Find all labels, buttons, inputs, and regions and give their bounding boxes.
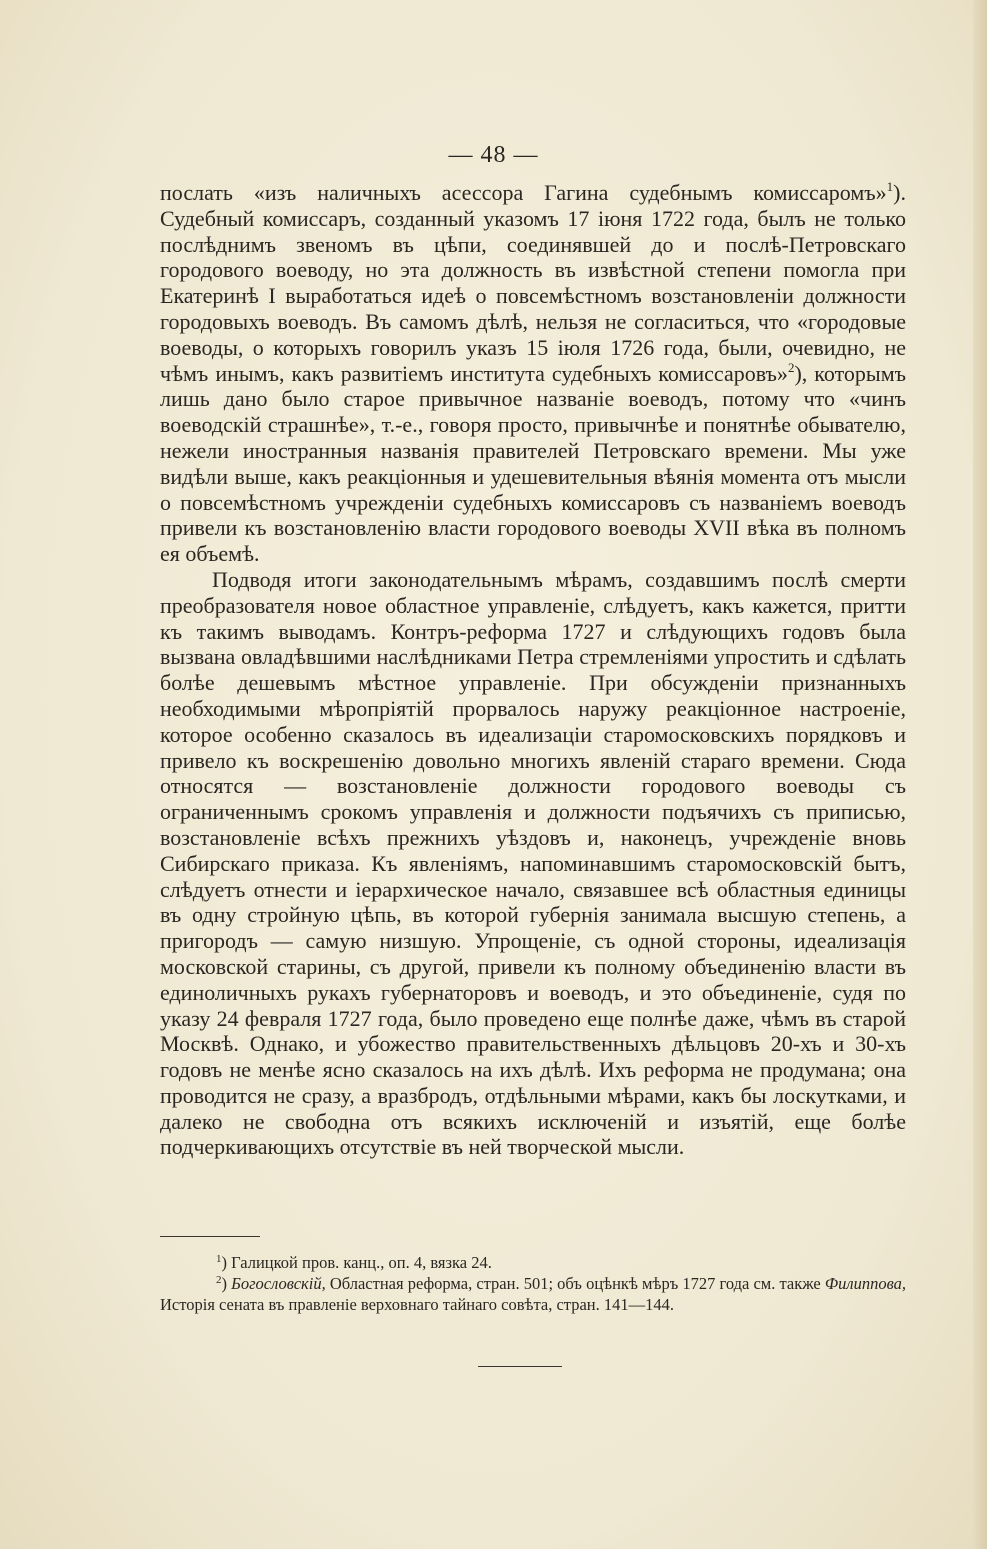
footnote-1: $^1$) Галицкой пров. канц., оп. 4, вязка 24.	[216, 1253, 492, 1272]
page-number: — 48 —	[448, 142, 539, 168]
paragraph-2: Подводя итоги законодательнымъ мѣрамъ, создавшимъ послѣ смерти преобразователя новое областное управленіе, слѣдуетъ, какъ кажется, притти къ такимъ выводамъ. Контръ-реформа 1727 и слѣдующихъ годовъ была вызвана овладѣвшими наслѣдниками Петра стремленіями упростить и сдѣлать болѣе дешевымъ мѣстное управленіе. При обсужденіи признанныхъ необходимыми мѣропріятій прорвалось наружу реакціонное настроеніе, которое особенно сказалось въ идеализаціи старомосковскихъ порядковъ и привело къ воскрешенію довольно многихъ явленій стараго времени. Сюда относятся — возстановленіе должности городового воеводы съ ограниченнымъ срокомъ управленія и должности подъячихъ съ приписью, возстановленіе всѣхъ прежнихъ уѣздовъ и, наконецъ, учрежденіе вновь Сибирскаго приказа. Къ явленіямъ, напоминавшимъ старомосковскій бытъ, слѣдуетъ отнести и іерархическое начало, связавшее всѣ областныя единицы въ одну стройную цѣпь, въ которой губернія занимала высшую степень, а пригородъ — самую низшую. Упрощеніе, съ одной стороны, идеализація московской старины, съ другой, привели къ полному объединенію власти въ единоличныхъ рукахъ губернаторовъ и воеводъ, и это объединеніе, судя по указу 24 февраля 1727 года, было проведено еще полнѣе даже, чѣмъ въ старой Москвѣ. Однако, и убожество правительственныхъ дѣльцовъ 20-хъ и 30-хъ годовъ не менѣе ясно сказалось на ихъ дѣлѣ. Ихъ реформа не продумана; она проводится не сразу, а вразбродъ, отдѣльными мѣрами, какъ бы лоскутками, и далеко не свободна отъ всякихъ исключеній и изъятій, еще болѣе подчеркивающихъ отсутствіе въ ней творческой мысли.	[160, 566, 906, 1160]
footnote-2: $^2$) Богословскій, Областная реформа, стран. 501; объ оцѣнкѣ мѣръ 1727 года см. также Филиппова, Исторія сената въ правленіе верховнаго тайнаго совѣта, стран. 141—144.	[160, 1274, 906, 1314]
body-text	[160, 180, 906, 1160]
footnote-divider	[160, 1236, 260, 1237]
footnote-ref-2[interactable]: 2	[787, 359, 795, 375]
page-edge	[973, 0, 987, 1549]
footnote-ref-1[interactable]: 1	[886, 179, 894, 194]
end-divider	[478, 1366, 562, 1367]
footnotes	[160, 1252, 906, 1315]
paragraph-1: послать «изъ наличныхъ асессора Гагина судебнымъ комиссаромъ»$^1$). Судебный комиссаръ, созданный указомъ 17 іюня 1722 года, былъ не только послѣднимъ звеномъ въ цѣпи, соединявшей до и послѣ-Петровскаго городового воеводу, но эта должность въ извѣстной степени помогла при Екатеринѣ I выработаться идеѣ о повсемѣстномъ возстановленіи должности городовыхъ воеводъ. Въ самомъ дѣлѣ, нельзя не согласиться, что «городовые воеводы, о которыхъ говорилъ указъ 15 іюля 1726 года, были, очевидно, не чѣмъ инымъ, какъ развитіемъ института судебныхъ комиссаровъ»$^2$), которымъ лишь дано было старое привычное названіе воеводъ, потому что «чинъ воеводскій страшнѣе», т.-е., говоря просто, привычнѣе и понятнѣе обывателю, нежели иностранныя названія правителей Петровскаго времени. Мы уже видѣли выше, какъ реакціонныя и удешевительныя вѣянія момента отъ мысли о повсемѣстномъ учрежденіи судебныхъ комиссаровъ съ названіемъ воеводъ привели къ возстановленію власти городового воеводы XVII вѣка въ полномъ ея объемѣ.	[160, 179, 906, 567]
